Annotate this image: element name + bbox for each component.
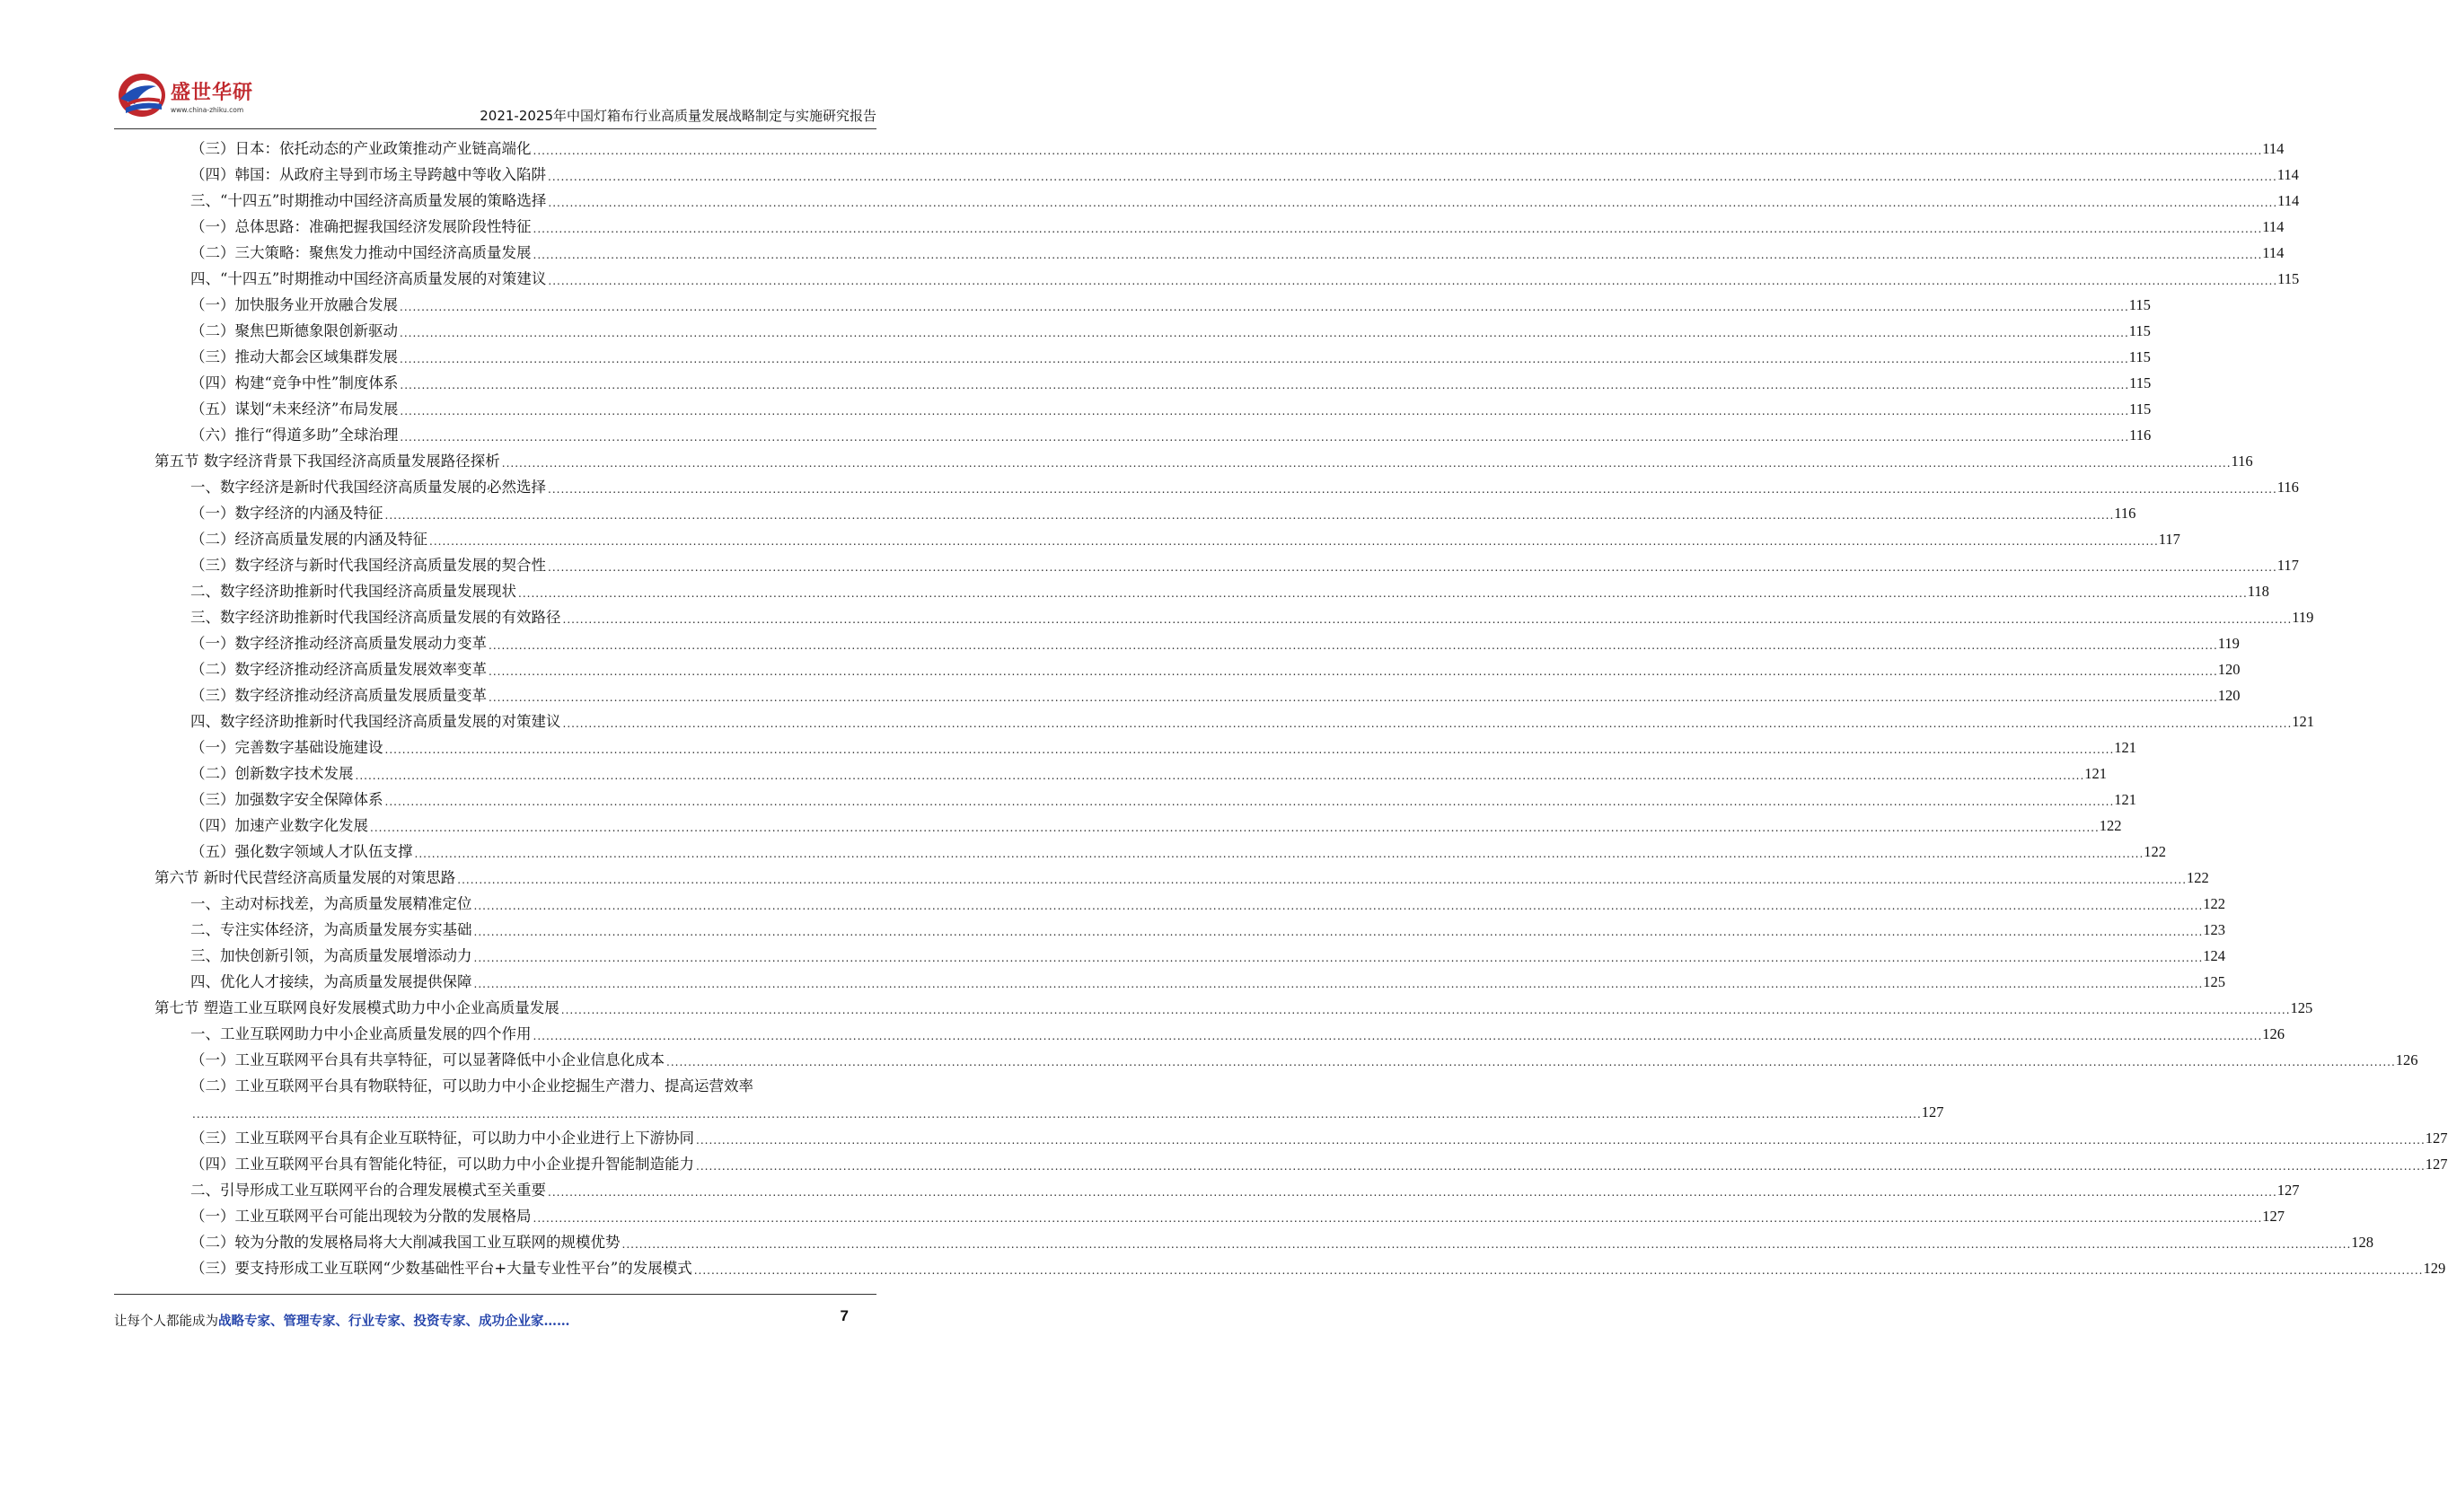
toc-entry-page: 124: [2203, 947, 2226, 964]
logo-text: 盛世华研: [171, 82, 254, 104]
toc-entry[interactable]: [154, 445, 2253, 471]
toc-entry-title: 一、主动对标找差，为高质量发展精准定位: [190, 895, 472, 912]
toc-entry[interactable]: [190, 576, 2269, 602]
toc-entry[interactable]: [190, 888, 2226, 914]
toc-entry-page: 116: [2276, 479, 2299, 496]
toc-leader-dots: ................................................................................................................................................................................................................................................................................................................................................................................................................: [400, 379, 2130, 391]
toc-entry-title: 三、“十四五”时期推动中国经济高质量发展的策略选择: [190, 192, 547, 209]
toc-entry-page: 127: [2262, 1208, 2285, 1225]
toc-entry-page: 114: [2277, 192, 2300, 209]
toc-entry[interactable]: [190, 1096, 1944, 1122]
toc-entry-page: 121: [2114, 739, 2137, 756]
toc-entry[interactable]: [190, 1253, 2446, 1279]
toc-entry-page: 119: [2292, 609, 2314, 626]
toc-entry[interactable]: [190, 706, 2315, 732]
toc-entry-title: （二）三大策略：聚焦发力推动中国经济高质量发展: [190, 244, 532, 261]
toc-entry-title: （二）工业互联网平台具有物联特征，可以助力中小企业挖掘生产潜力、提高运营效率: [190, 1077, 753, 1094]
toc-entry-title: 一、数字经济是新时代我国经济高质量发展的必然选择: [190, 479, 546, 496]
footer-divider: [114, 1294, 876, 1295]
toc-entry[interactable]: [190, 315, 2151, 341]
toc-entry-title: （一）工业互联网平台可能出现较为分散的发展格局: [190, 1208, 532, 1225]
toc-entry-title: 一、工业互联网助力中小企业高质量发展的四个作用: [190, 1025, 532, 1042]
toc-entry[interactable]: [190, 1174, 2300, 1200]
toc-leader-dots: ................................................................................................................................................................................................................................................................................................................................................................................................................: [696, 1134, 2426, 1147]
toc-leader-dots: ................................................................................................................................................................................................................................................................................................................................................................................................................: [473, 926, 2204, 938]
toc-entry-page: 129: [2423, 1260, 2446, 1277]
toc-entry[interactable]: [190, 159, 2299, 185]
toc-entry[interactable]: [190, 1044, 2418, 1070]
toc-entry-page: 121: [2084, 765, 2108, 782]
report-title: 2021-2025年中国灯箱布行业高质量发展战略制定与实施研究报告: [480, 108, 876, 124]
toc-entry-page: 122: [2144, 843, 2167, 860]
toc-entry-page: 114: [2262, 244, 2285, 261]
toc-leader-dots: ................................................................................................................................................................................................................................................................................................................................................................................................................: [548, 171, 2277, 183]
toc-leader-dots: ................................................................................................................................................................................................................................................................................................................................................................................................................: [548, 483, 2277, 496]
toc-leader-dots: ................................................................................................................................................................................................................................................................................................................................................................................................................: [400, 431, 2130, 444]
toc-entry[interactable]: [190, 654, 2241, 680]
toc-leader-dots: ................................................................................................................................................................................................................................................................................................................................................................................................................: [192, 1108, 1922, 1121]
toc-leader-dots: ................................................................................................................................................................................................................................................................................................................................................................................................................: [696, 1160, 2426, 1173]
slogan-lead: 让每个人都能成为: [114, 1314, 218, 1329]
toc-entry-title: 四、数字经济助推新时代我国经济高质量发展的对策建议: [190, 713, 561, 730]
toc-entry-page: 115: [2129, 374, 2152, 391]
slogan-highlight: 战略专家、管理专家、行业专家、投资专家、成功企业家……: [218, 1314, 570, 1329]
toc-leader-dots: ................................................................................................................................................................................................................................................................................................................................................................................................................: [548, 197, 2278, 209]
toc-entry[interactable]: [154, 992, 2313, 1018]
toc-entry[interactable]: [190, 471, 2299, 497]
toc-entry-title: （二）较为分散的发展格局将大大削减我国工业互联网的规模优势: [190, 1234, 621, 1251]
toc-leader-dots: ................................................................................................................................................................................................................................................................................................................................................................................................................: [400, 301, 2129, 313]
toc-entry[interactable]: [190, 523, 2180, 549]
toc-entry[interactable]: [190, 185, 2300, 211]
toc-entry-title: （三）日本：依托动态的产业政策推动产业链高端化: [190, 140, 532, 157]
toc-entry-title: 四、“十四五”时期推动中国经济高质量发展的对策建议: [190, 270, 547, 287]
toc-entry[interactable]: [190, 628, 2240, 654]
toc-leader-dots: ................................................................................................................................................................................................................................................................................................................................................................................................................: [489, 665, 2218, 678]
toc-entry[interactable]: [190, 914, 2226, 940]
toc-entry-title: （四）韩国：从政府主导到市场主导跨越中等收入陷阱: [190, 166, 546, 183]
toc-entry-page: 127: [1921, 1103, 1944, 1121]
toc-leader-dots: ................................................................................................................................................................................................................................................................................................................................................................................................................: [693, 1264, 2424, 1277]
toc-entry[interactable]: [190, 263, 2300, 289]
toc-leader-dots: ................................................................................................................................................................................................................................................................................................................................................................................................................: [400, 327, 2129, 339]
toc-entry-page: 122: [2099, 817, 2122, 834]
toc-entry[interactable]: [190, 836, 2167, 862]
toc-entry-page: 119: [2217, 635, 2240, 652]
toc-leader-dots: ................................................................................................................................................................................................................................................................................................................................................................................................................: [370, 822, 2100, 834]
toc-leader-dots: ................................................................................................................................................................................................................................................................................................................................................................................................................: [489, 691, 2218, 704]
toc-entry-page: 116: [2114, 505, 2136, 522]
toc-entry-title: （二）数字经济推动经济高质量发展效率变革: [190, 661, 487, 678]
toc-leader-dots: ................................................................................................................................................................................................................................................................................................................................................................................................................: [429, 535, 2159, 548]
toc-entry-title: 二、数字经济助推新时代我国经济高质量发展现状: [190, 583, 516, 600]
toc-entry-title: （二）经济高质量发展的内涵及特征: [190, 531, 427, 548]
toc-leader-dots: ................................................................................................................................................................................................................................................................................................................................................................................................................: [621, 1238, 2352, 1251]
toc-leader-dots: ................................................................................................................................................................................................................................................................................................................................................................................................................: [400, 353, 2129, 365]
toc-entry-page: 127: [2425, 1156, 2448, 1173]
toc-entry-page: 123: [2203, 921, 2226, 938]
toc-entry[interactable]: [190, 732, 2137, 758]
toc-leader-dots: ................................................................................................................................................................................................................................................................................................................................................................................................................: [473, 978, 2204, 990]
toc-leader-dots: ................................................................................................................................................................................................................................................................................................................................................................................................................: [666, 1056, 2396, 1068]
toc-entry[interactable]: [190, 367, 2152, 393]
toc-entry[interactable]: [190, 602, 2314, 628]
toc-entry-page: 115: [2128, 348, 2151, 365]
toc-leader-dots: ................................................................................................................................................................................................................................................................................................................................................................................................................: [457, 874, 2188, 886]
toc-entry-title: 四、优化人才接续，为高质量发展提供保障: [190, 973, 472, 990]
toc-leader-dots: ................................................................................................................................................................................................................................................................................................................................................................................................................: [384, 796, 2115, 808]
toc-entry-title: （二）聚焦巴斯德象限创新驱动: [190, 322, 398, 339]
toc-entry-page: 125: [2203, 973, 2226, 990]
toc-entry-title: （三）数字经济推动经济高质量发展质量变革: [190, 687, 487, 704]
toc-entry-title: 二、专注实体经济，为高质量发展夯实基础: [190, 921, 472, 938]
toc-entry-title: 第七节 塑造工业互联网良好发展模式助力中小企业高质量发展: [154, 999, 559, 1016]
toc-leader-dots: ................................................................................................................................................................................................................................................................................................................................................................................................................: [501, 457, 2232, 470]
page-header: [0, 0, 991, 135]
toc-leader-dots: ................................................................................................................................................................................................................................................................................................................................................................................................................: [548, 561, 2277, 574]
toc-entry-title: （一）总体思路：准确把握我国经济发展阶段性特征: [190, 218, 532, 235]
toc-entry-page: 120: [2217, 661, 2241, 678]
toc-leader-dots: ................................................................................................................................................................................................................................................................................................................................................................................................................: [533, 145, 2263, 157]
toc-leader-dots: ................................................................................................................................................................................................................................................................................................................................................................................................................: [473, 952, 2204, 964]
toc-entry[interactable]: [190, 680, 2241, 706]
toc-leader-dots: ................................................................................................................................................................................................................................................................................................................................................................................................................: [562, 717, 2293, 730]
header-divider: [114, 128, 876, 129]
toc-leader-dots: ................................................................................................................................................................................................................................................................................................................................................................................................................: [384, 509, 2115, 522]
toc-entry-title: （五）谋划“未来经济”布局发展: [190, 400, 399, 418]
toc-entry-page: 121: [2114, 791, 2137, 808]
page-number: 7: [840, 1307, 849, 1324]
toc-leader-dots: ................................................................................................................................................................................................................................................................................................................................................................................................................: [562, 613, 2293, 626]
toc-leader-dots: ................................................................................................................................................................................................................................................................................................................................................................................................................: [533, 249, 2263, 261]
toc-entry-title: （四）工业互联网平台具有智能化特征，可以助力中小企业提升智能制造能力: [190, 1156, 694, 1173]
toc-entry-title: （一）数字经济推动经济高质量发展动力变革: [190, 635, 487, 652]
footer-slogan: [114, 1311, 570, 1330]
toc-entry[interactable]: [190, 341, 2151, 367]
toc-leader-dots: ................................................................................................................................................................................................................................................................................................................................................................................................................: [400, 405, 2130, 418]
toc-entry-page: 116: [2129, 426, 2152, 444]
toc-leader-dots: ................................................................................................................................................................................................................................................................................................................................................................................................................: [548, 275, 2278, 287]
toc-entry-title: （一）工业互联网平台具有共享特征，可以显著降低中小企业信息化成本: [190, 1051, 665, 1068]
toc-leader-dots: ................................................................................................................................................................................................................................................................................................................................................................................................................: [518, 587, 2248, 600]
toc-entry-page: 115: [2129, 400, 2152, 418]
toc-leader-dots: ................................................................................................................................................................................................................................................................................................................................................................................................................: [548, 1186, 2277, 1199]
toc-leader-dots: ................................................................................................................................................................................................................................................................................................................................................................................................................: [489, 639, 2218, 652]
toc-entry[interactable]: [190, 497, 2136, 523]
toc-entry-page: 117: [2158, 531, 2180, 548]
toc-entry[interactable]: [190, 810, 2122, 836]
toc-entry-title: 三、数字经济助推新时代我国经济高质量发展的有效路径: [190, 609, 561, 626]
toc-entry-title: （六）推行“得道多助”全球治理: [190, 426, 399, 444]
toc-leader-dots: ................................................................................................................................................................................................................................................................................................................................................................................................................: [414, 848, 2144, 860]
toc-entry[interactable]: [190, 966, 2226, 992]
toc-entry-title: （五）强化数字领域人才队伍支撑: [190, 843, 413, 860]
toc-entry-page: 126: [2262, 1025, 2285, 1042]
toc-entry[interactable]: [190, 758, 2108, 784]
toc-entry-page: 126: [2395, 1051, 2418, 1068]
toc-leader-dots: ................................................................................................................................................................................................................................................................................................................................................................................................................: [533, 223, 2263, 235]
toc-entry-title: （三）数字经济与新时代我国经济高质量发展的契合性: [190, 557, 546, 574]
toc-entry-page: 114: [2262, 218, 2285, 235]
toc-leader-dots: ................................................................................................................................................................................................................................................................................................................................................................................................................: [533, 1212, 2263, 1225]
toc-leader-dots: ................................................................................................................................................................................................................................................................................................................................................................................................................: [533, 1030, 2263, 1042]
toc-leader-dots: ................................................................................................................................................................................................................................................................................................................................................................................................................: [473, 900, 2204, 912]
toc-entry-page: 117: [2276, 557, 2299, 574]
toc-entry[interactable]: [190, 211, 2285, 237]
toc-entry-page: 115: [2128, 296, 2151, 313]
toc-entry[interactable]: [190, 784, 2137, 810]
toc-entry-page: 122: [2187, 869, 2209, 886]
toc-entry-title: （一）数字经济的内涵及特征: [190, 505, 383, 522]
toc-entry-page: 127: [2425, 1130, 2448, 1147]
toc-entry-title: （四）加速产业数字化发展: [190, 817, 368, 834]
toc-entry-title: （三）工业互联网平台具有企业互联特征，可以助力中小企业进行上下游协同: [190, 1130, 694, 1147]
toc-entry-page: 118: [2247, 583, 2269, 600]
toc-entry-page: 115: [2277, 270, 2300, 287]
toc-entry-page: 116: [2231, 453, 2253, 470]
toc-leader-dots: ................................................................................................................................................................................................................................................................................................................................................................................................................: [355, 769, 2085, 782]
toc-leader-dots: ................................................................................................................................................................................................................................................................................................................................................................................................................: [384, 743, 2115, 756]
toc-entry-page: 121: [2292, 713, 2315, 730]
toc-entry[interactable]: [190, 1148, 2448, 1174]
toc-entry-title: 第六节 新时代民营经济高质量发展的对策思路: [154, 869, 456, 886]
toc-entry-title: 二、引导形成工业互联网平台的合理发展模式至关重要: [190, 1182, 546, 1199]
toc-entry[interactable]: [190, 419, 2152, 445]
toc-entry[interactable]: [190, 1122, 2448, 1148]
toc-entry[interactable]: [190, 393, 2152, 419]
toc-entry-title: （二）创新数字技术发展: [190, 765, 354, 782]
toc-entry-title: （四）构建“竞争中性”制度体系: [190, 374, 399, 391]
toc-entry-page: 122: [2203, 895, 2226, 912]
toc-entry-title: （三）要支持形成工业互联网“少数基础性平台+大量专业性平台”的发展模式: [190, 1260, 692, 1277]
toc-entry-page: 127: [2276, 1182, 2300, 1199]
toc-entry-title: （三）推动大都会区域集群发展: [190, 348, 398, 365]
toc-entry[interactable]: [190, 133, 2285, 159]
toc-entry-title: （一）完善数字基础设施建设: [190, 739, 383, 756]
toc-entry-title: （三）加强数字安全保障体系: [190, 791, 383, 808]
toc-entry[interactable]: [190, 1226, 2374, 1253]
toc-leader-dots: ................................................................................................................................................................................................................................................................................................................................................................................................................: [560, 1004, 2291, 1016]
toc-entry[interactable]: [190, 237, 2285, 263]
toc-entry-title: 第五节 数字经济背景下我国经济高质量发展路径探析: [154, 453, 500, 470]
toc-entry[interactable]: [190, 1200, 2285, 1226]
toc-entry[interactable]: [154, 862, 2209, 888]
toc-entry-page: 114: [2276, 166, 2299, 183]
toc-entry-page: 115: [2128, 322, 2151, 339]
toc-entry-title: 三、加快创新引领，为高质量发展增添动力: [190, 947, 472, 964]
toc-entry-page: 114: [2262, 140, 2285, 157]
toc-entry[interactable]: [190, 289, 2151, 315]
toc-entry[interactable]: [190, 549, 2299, 576]
toc-entry[interactable]: [190, 1018, 2285, 1044]
logo-url: www.china-zhiku.com: [171, 106, 244, 114]
toc-entry-page: 120: [2217, 687, 2241, 704]
toc-entry-page: 125: [2290, 999, 2313, 1016]
toc-entry[interactable]: [190, 940, 2226, 966]
toc-entry-title: （一）加快服务业开放融合发展: [190, 296, 398, 313]
toc-entry-page: 128: [2351, 1234, 2374, 1251]
toc-entry[interactable]: [190, 1070, 876, 1096]
